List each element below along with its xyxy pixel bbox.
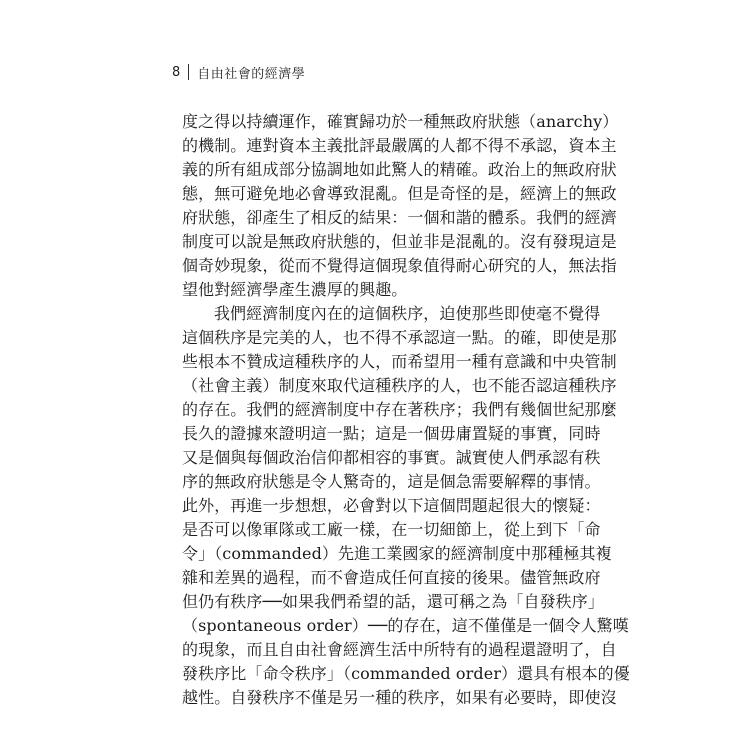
paragraph-start-line: 我們經濟制度內在的這個秩序，迫使那些即使毫不覺得 [214, 304, 601, 323]
text-line: 態，無可避免地必會導致混亂。但是奇怪的是，經濟上的無政 [182, 184, 617, 203]
header-divider [188, 64, 189, 80]
text-line: 些根本不贊成這種秩序的人，而希望用一種有意識和中央管制 [182, 352, 617, 371]
text-line: 但仍有秩序──如果我們希望的話，還可稱之為「自發秩序」 [182, 592, 604, 611]
text-line: 制度可以說是無政府狀態的，但並非是混亂的。沒有發現這是 [182, 232, 617, 251]
text-line: 此外，再進一步想想，必會對以下這個問題起很大的懷疑： [182, 496, 601, 515]
text-line: 發秩序比「命令秩序」（commanded order）還具有根本的優 [182, 664, 630, 683]
text-line: 望他對經濟學產生濃厚的興趣。 [182, 280, 408, 299]
text-line: 度之得以持續運作，確實歸功於一種無政府狀態（anarchy） [182, 112, 619, 131]
text-line: 越性。自發秩序不僅是另一種的秩序，如果有必要時，即使沒 [182, 688, 617, 707]
text-line: 序的無政府狀態是令人驚奇的，這是個急需要解釋的事情。 [182, 472, 601, 491]
text-line: 府狀態，卻產生了相反的結果：一個和諧的體系。我們的經濟 [182, 208, 617, 227]
chapter-title: 自由社會的經濟學 [197, 66, 306, 82]
text-line: 令」（commanded）先進工業國家的經濟制度中那種極其複 [182, 544, 612, 563]
running-head [172, 62, 305, 82]
text-line: 的現象，而且自由社會經濟生活中所特有的過程還證明了，自 [182, 640, 617, 659]
text-line: （spontaneous order）──的存在，這不僅僅是一個令人驚嘆 [182, 616, 629, 635]
text-line: （社會主義）制度來取代這種秩序的人，也不能否認這種秩序 [182, 376, 617, 395]
page-number: 8 [172, 64, 181, 80]
text-line: 的機制。連對資本主義批評最嚴厲的人都不得不承認，資本主 [182, 136, 617, 155]
text-line: 雜和差異的過程，而不會造成任何直接的後果。儘管無政府 [182, 568, 601, 587]
text-line: 長久的證據來證明這一點；這是一個毋庸置疑的事實，同時 [182, 424, 601, 443]
body-text [182, 110, 630, 710]
text-line: 是否可以像軍隊或工廠一樣，在一切細節上，從上到下「命 [182, 520, 601, 539]
text-line: 義的所有組成部分協調地如此驚人的精確。政治上的無政府狀 [182, 160, 617, 179]
text-line: 這個秩序是完美的人，也不得不承認這一點。的確，即使是那 [182, 328, 617, 347]
text-line: 又是個與每個政治信仰都相容的事實。誠實使人們承認有秩 [182, 448, 601, 467]
text-line: 的存在。我們的經濟制度中存在著秩序；我們有幾個世紀那麼 [182, 400, 617, 419]
text-line: 個奇妙現象，從而不覺得這個現象值得耐心研究的人，無法指 [182, 256, 617, 275]
